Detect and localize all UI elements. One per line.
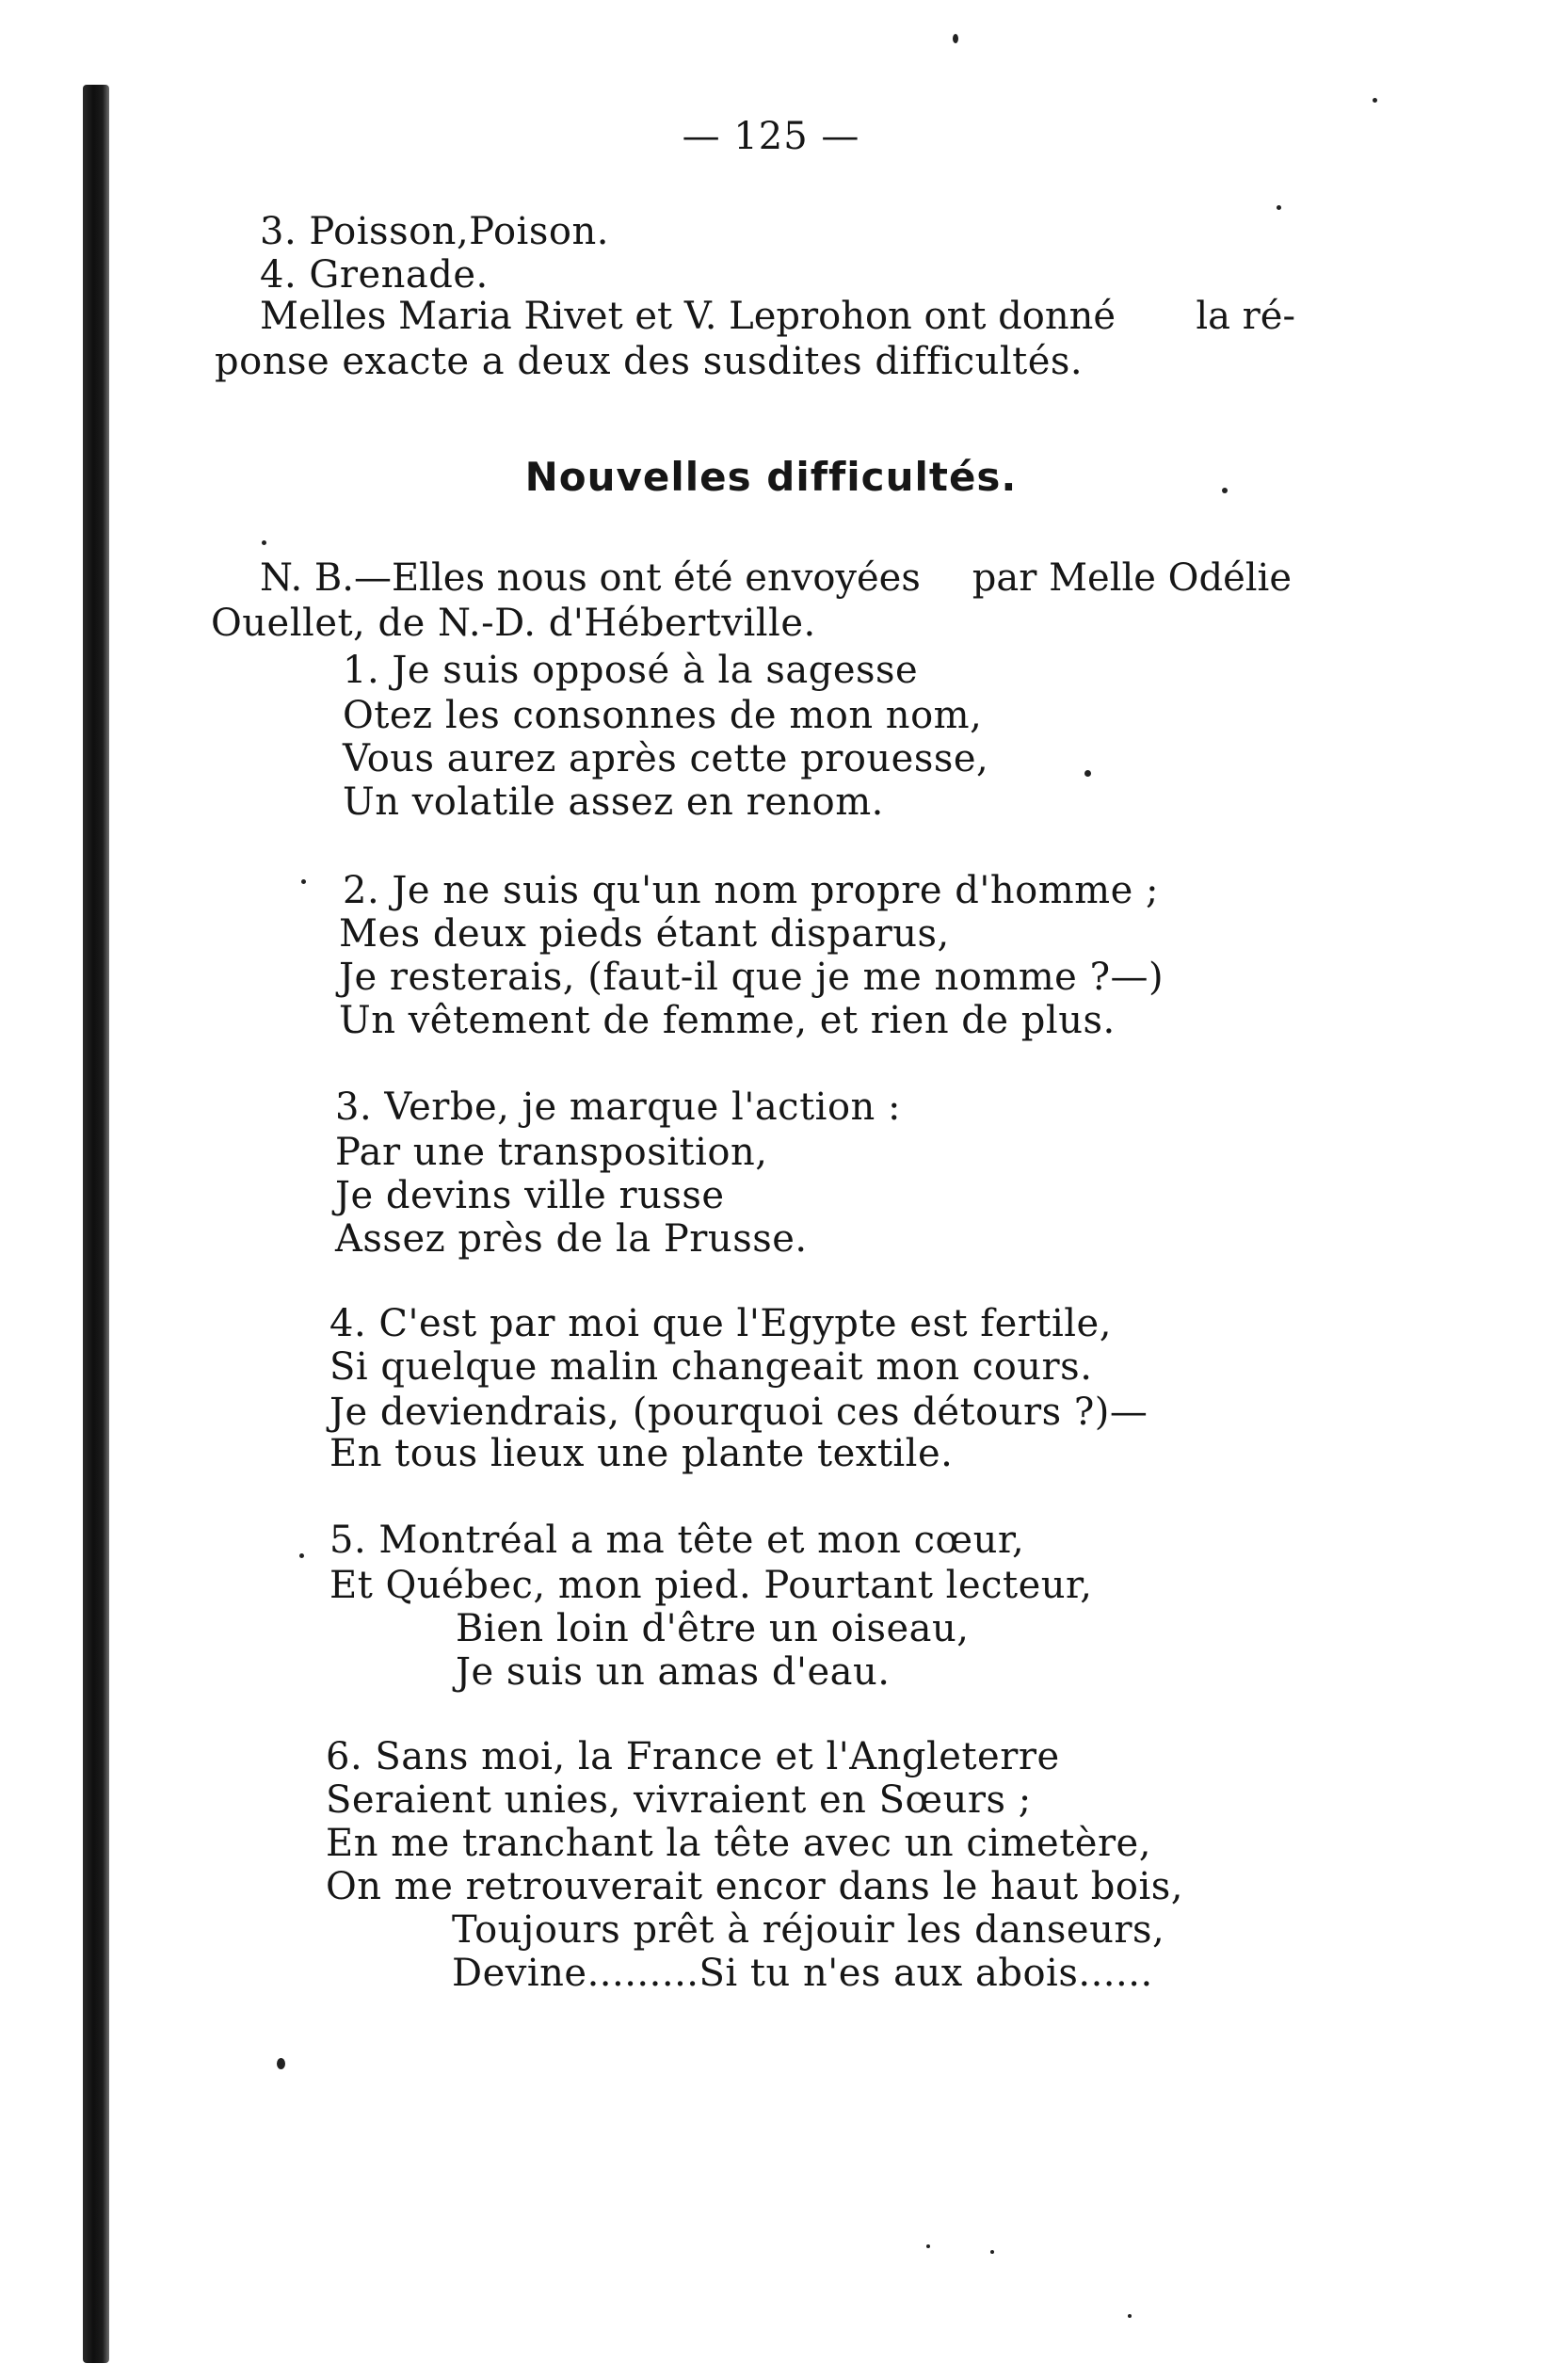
riddle-4-line-2: Si quelque malin changeait mon cours. [329, 1345, 1093, 1389]
page-number: — 125 — [682, 115, 860, 158]
riddle-4-line-3: Je deviendrais, (pourquoi ces détours ?)— [329, 1391, 1148, 1434]
answer-note-line-1-end: la ré- [1196, 295, 1295, 338]
riddle-2-line-1: 2. Je ne suis qu'un nom propre d'homme ; [343, 869, 1159, 912]
binding-edge [83, 85, 109, 2363]
riddle-6-line-6: Devine.........Si tu n'es aux abois...... [452, 1952, 1153, 1995]
ink-speck [277, 2058, 285, 2069]
ink-speck [299, 1553, 304, 1558]
riddle-4-line-1: 4. C'est par moi que l'Egypte est fertile, [329, 1302, 1112, 1345]
riddle-6-line-3: En me tranchant la tête avec un cimetère, [326, 1822, 1151, 1865]
riddle-1-line-1: 1. Je suis opposé à la sagesse [343, 649, 919, 692]
riddle-4-line-4: En tous lieux une plante textile. [329, 1432, 954, 1475]
ink-speck [1084, 770, 1091, 777]
riddle-3-line-3: Je devins ville russe [335, 1174, 725, 1217]
ink-speck [990, 2250, 994, 2254]
ink-speck [301, 879, 306, 884]
answer-item-4: 4. Grenade. [260, 253, 489, 297]
ink-speck [262, 540, 266, 545]
answer-note-line-2: ponse exacte a deux des susdites difficultés. [215, 340, 1084, 383]
riddle-3-line-1: 3. Verbe, je marque l'action : [335, 1085, 901, 1129]
ink-speck [953, 34, 958, 43]
intro-line-1-main: N. B.—Elles nous ont été envoyées [260, 556, 921, 600]
section-title: Nouvelles difficultés. [524, 454, 1018, 500]
riddle-2-line-4: Un vêtement de femme, et rien de plus. [339, 999, 1116, 1042]
riddle-5-line-1: 5. Montréal a ma tête et mon cœur, [329, 1519, 1025, 1562]
riddle-2-line-3: Je resterais, (faut-il que je me nomme ?—) [339, 956, 1165, 999]
riddle-5-line-3: Bien loin d'être un oiseau, [456, 1607, 970, 1650]
answer-note-line-1-main: Melles Maria Rivet et V. Leprohon ont donné [260, 295, 1116, 338]
riddle-3-line-4: Assez près de la Prusse. [335, 1217, 808, 1261]
riddle-1-line-2: Otez les consonnes de mon nom, [343, 694, 983, 737]
intro-line-1-end: par Melle Odélie [972, 556, 1292, 600]
riddle-1-line-3: Vous aurez après cette prouesse, [343, 737, 989, 780]
intro-line-1 [260, 557, 1292, 599]
riddle-6-line-4: On me retrouverait encor dans le haut bois, [326, 1865, 1184, 1908]
answer-note-line-1 [260, 296, 1295, 337]
riddle-6-line-2: Seraient unies, vivraient en Sœurs ; [326, 1778, 1032, 1822]
riddle-3-line-2: Par une transposition, [335, 1131, 768, 1174]
ink-speck [1373, 98, 1377, 103]
ink-speck [926, 2244, 930, 2248]
ink-speck [1277, 205, 1281, 210]
riddle-5-line-4: Je suis un amas d'eau. [456, 1650, 891, 1694]
riddle-6-line-5: Toujours prêt à réjouir les danseurs, [452, 1908, 1165, 1952]
riddle-6-line-1: 6. Sans moi, la France et l'Angleterre [326, 1735, 1060, 1778]
riddle-5-line-2: Et Québec, mon pied. Pourtant lecteur, [329, 1564, 1093, 1607]
riddle-2-line-2: Mes deux pieds étant disparus, [339, 912, 950, 956]
ink-speck [1128, 2314, 1132, 2318]
riddle-1-line-4: Un volatile assez en renom. [343, 780, 884, 824]
intro-line-2: Ouellet, de N.-D. d'Hébertville. [211, 602, 816, 645]
answer-item-3: 3. Poisson,Poison. [260, 210, 609, 253]
